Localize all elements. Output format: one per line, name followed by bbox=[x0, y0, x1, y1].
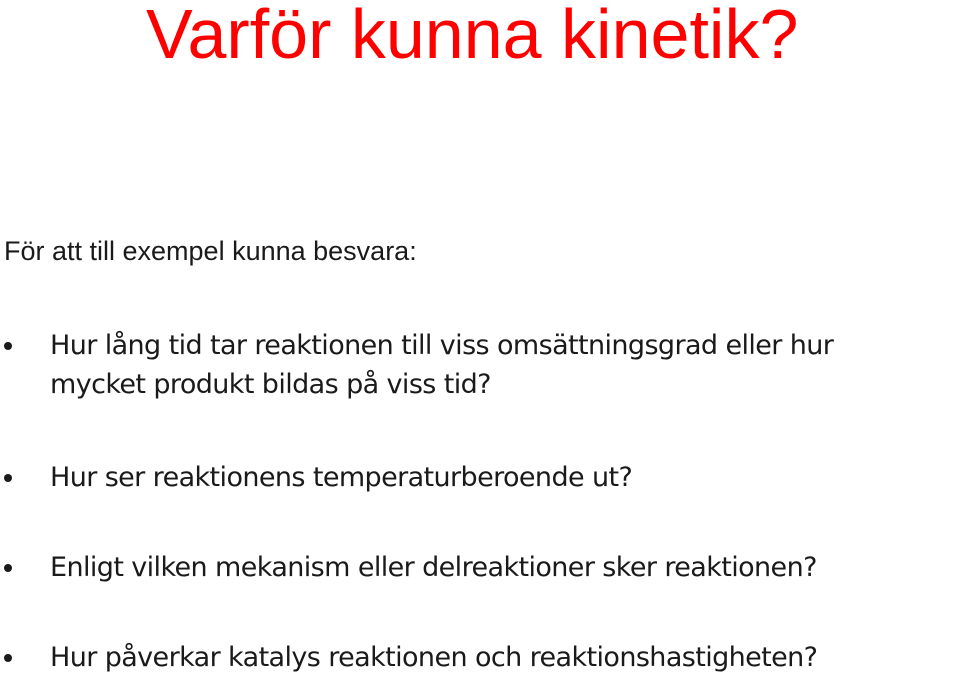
bullet-icon bbox=[4, 474, 12, 482]
bullet-text bbox=[50, 326, 833, 404]
bullet-text-line: Hur lång tid tar reaktionen till viss omsättningsgrad eller hur bbox=[50, 330, 834, 361]
bullet-text: Hur påverkar katalys reaktionen och reaktionshastigheten? bbox=[50, 642, 818, 673]
bullet-text-line: mycket produkt bildas på viss tid? bbox=[50, 369, 491, 400]
slide-title: Varför kunna kinetik? bbox=[146, 0, 799, 73]
bullet-icon bbox=[4, 342, 12, 350]
bullet-text: Enligt vilken mekanism eller delreaktioner sker reaktionen? bbox=[50, 552, 817, 583]
intro-text: För att till exempel kunna besvara: bbox=[4, 236, 417, 266]
bullet-icon bbox=[4, 564, 12, 572]
bullet-icon bbox=[4, 654, 12, 662]
bullet-text: Hur ser reaktionens temperaturberoende ut? bbox=[50, 462, 633, 493]
